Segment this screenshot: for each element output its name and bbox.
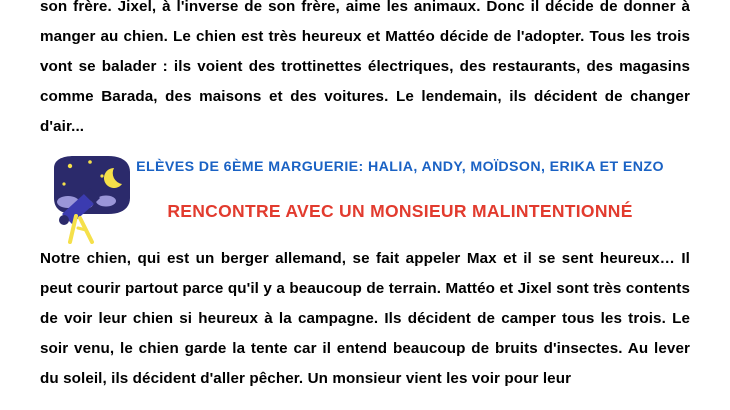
illustration-and-credit-banner (40, 154, 690, 244)
telescope-night-sky-illustration (40, 154, 136, 244)
section-title: RENCONTRE AVEC UN MONSIEUR MALINTENTIONNÉ (167, 201, 633, 221)
credit-line: ELÈVES DE 6ÈME MARGUERIE: HALIA, ANDY, MOÏDSON, ERIKA ET ENZO (136, 159, 664, 175)
paragraph-top: son frère. Jixel, à l'inverse de son frère, aime les animaux. Donc il décide de donner à manger au chien. Le chien est très heureux et Mattéo décide de l'adopter. Tous les trois vont se balader : ils voient des trottinettes électriques, des restaurants, des magasins comme Barada, des maisons et des voitures. Le lendemain, ils décident de changer d'air... (40, 0, 690, 135)
paragraph-bottom: Notre chien, qui est un berger allemand, se fait appeler Max et il se sent heureux… Il peut courir partout parce qu'il y a beaucoup de terrain. Mattéo et Jixel sont très contents de voir leur chien si heureux à la campagne. Ils décident de camper tous les trois. Le soir venu, le chien garde la tente car il entend beaucoup de bruits d'insectes. Au lever du soleil, ils décident d'aller pêcher. Un monsieur vient les voir pour leur (40, 250, 690, 387)
